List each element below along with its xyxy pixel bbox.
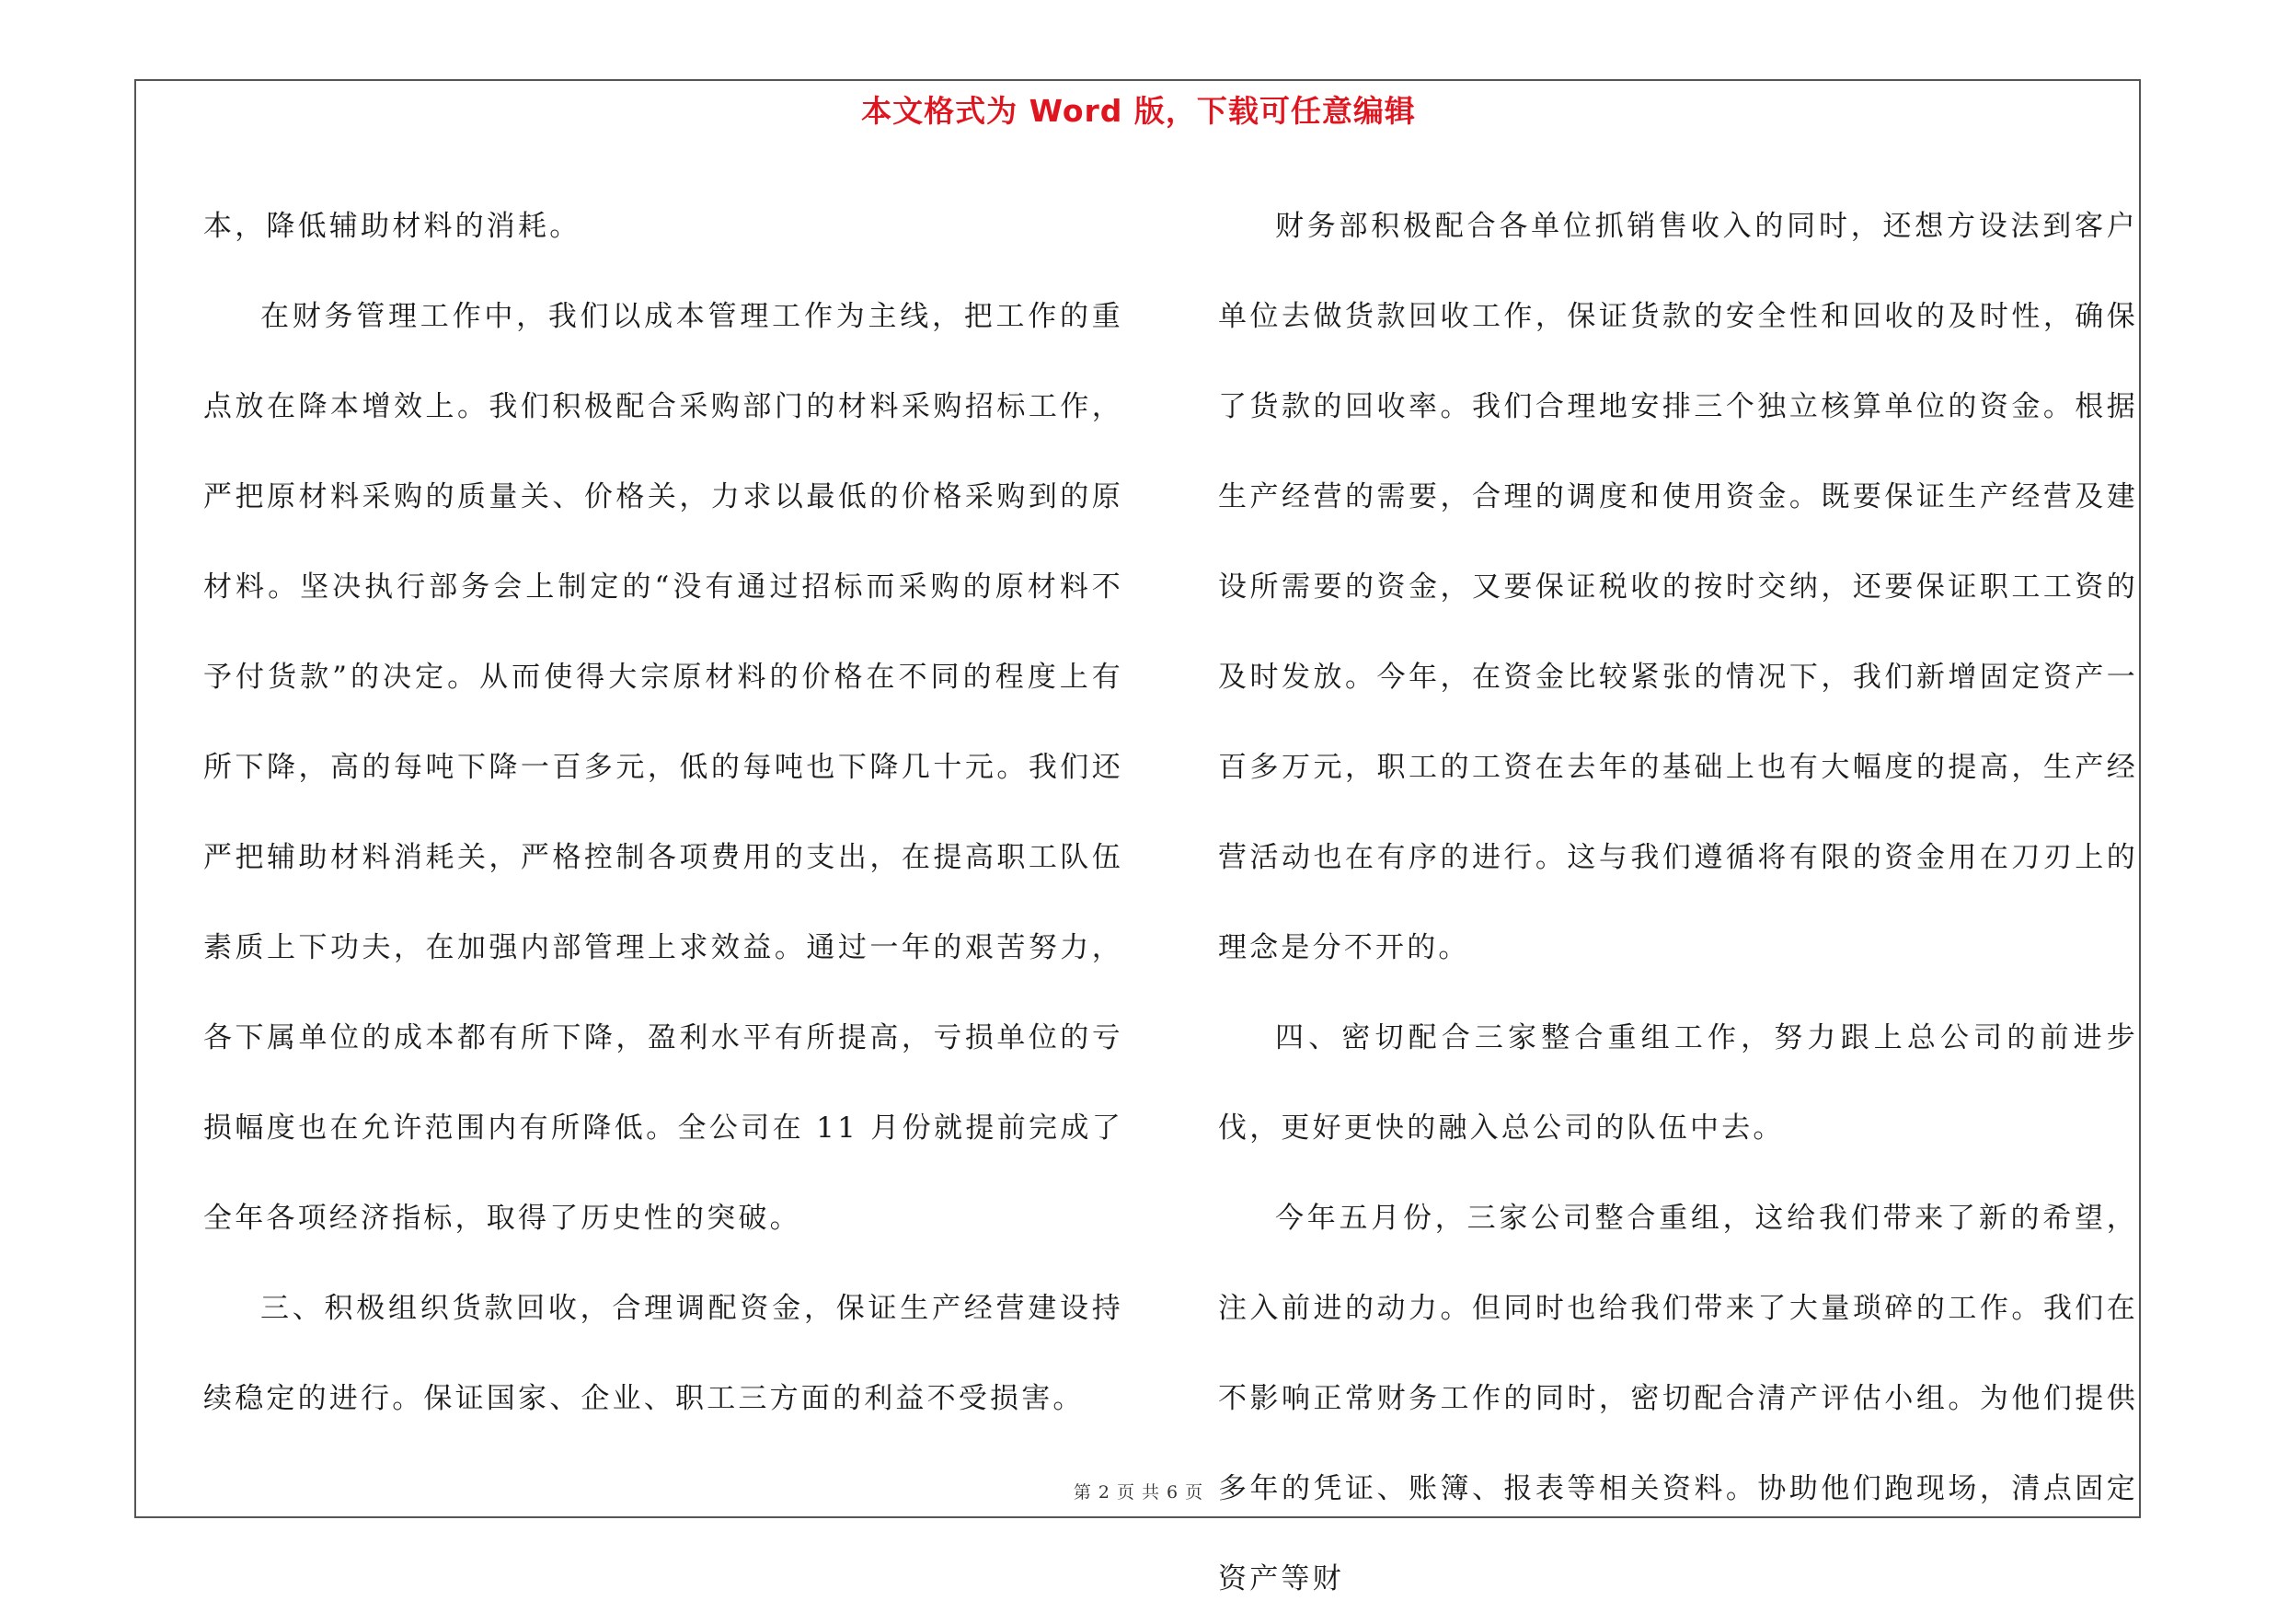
right-paragraph-fund-collection: 财务部积极配合各单位抓销售收入的同时，还想方设法到客户单位去做货款回收工作，保证货款的安全性和回收的及时性，确保了货款的回收率。我们合理地安排三个独立核算单位的资金。根据生产经营的需要，合理的调度和使用资金。既要保证生产经营及建设所需要的资金，又要保证税收的按时交纳，还要保证职工工资的及时发放。今年，在资金比较紧张的情况下，我们新增固定资产一百多万元，职工的工资在去年的基础上也有大幅度的提高，生产经营活动也在有序的进行。这与我们遵循将有限的资金用在刀刃上的理念是分不开的。 [1218, 210, 2138, 964]
right-paragraph-restructuring: 今年五月份，三家公司整合重组，这给我们带来了新的希望，注入前进的动力。但同时也给我们带来了大量琐碎的工作。我们在不影响正常财务工作的同时，密切配合清产评估小组。为他们提供多年的凭证、账簿、报表等相关资料。协助他们跑现场，清点固定资产等财 [1218, 1202, 2138, 1595]
page-number: 第 2 页 共 6 页 [1073, 1482, 1204, 1503]
right-paragraph-section-four: 四、密切配合三家整合重组工作，努力跟上总公司的前进步伐，更好更快的融入总公司的队伍中去。 [1218, 1021, 2138, 1145]
left-paragraph-section-three: 三、积极组织货款回收，合理调配资金，保证生产经营建设持续稳定的进行。保证国家、企业、职工三方面的利益不受损害。 [203, 1292, 1123, 1415]
header-banner: 本文格式为 Word 版，下载可任意编辑 [861, 93, 1416, 129]
left-paragraph-cost-management: 在财务管理工作中，我们以成本管理工作为主线，把工作的重点放在降本增效上。我们积极配合采购部门的材料采购招标工作，严把原材料采购的质量关、价格关，力求以最低的价格采购到的原材料。坚决执行部务会上制定的“没有通过招标而采购的原材料不予付货款”的决定。从而使得大宗原材料的价格在不同的程度上有所下降，高的每吨下降一百多元，低的每吨也下降几十元。我们还严把辅助材料消耗关，严格控制各项费用的支出，在提高职工队伍素质上下功夫，在加强内部管理上求效益。通过一年的艰苦努力，各下属单位的成本都有所下降，盈利水平有所提高，亏损单位的亏损幅度也在允许范围内有所降低。全公司在 11 月份就提前完成了全年各项经济指标，取得了历史性的突破。 [203, 300, 1123, 1235]
right-column [1218, 181, 2138, 1624]
left-column [203, 181, 1123, 1444]
left-paragraph-continuation: 本，降低辅助材料的消耗。 [203, 210, 581, 243]
